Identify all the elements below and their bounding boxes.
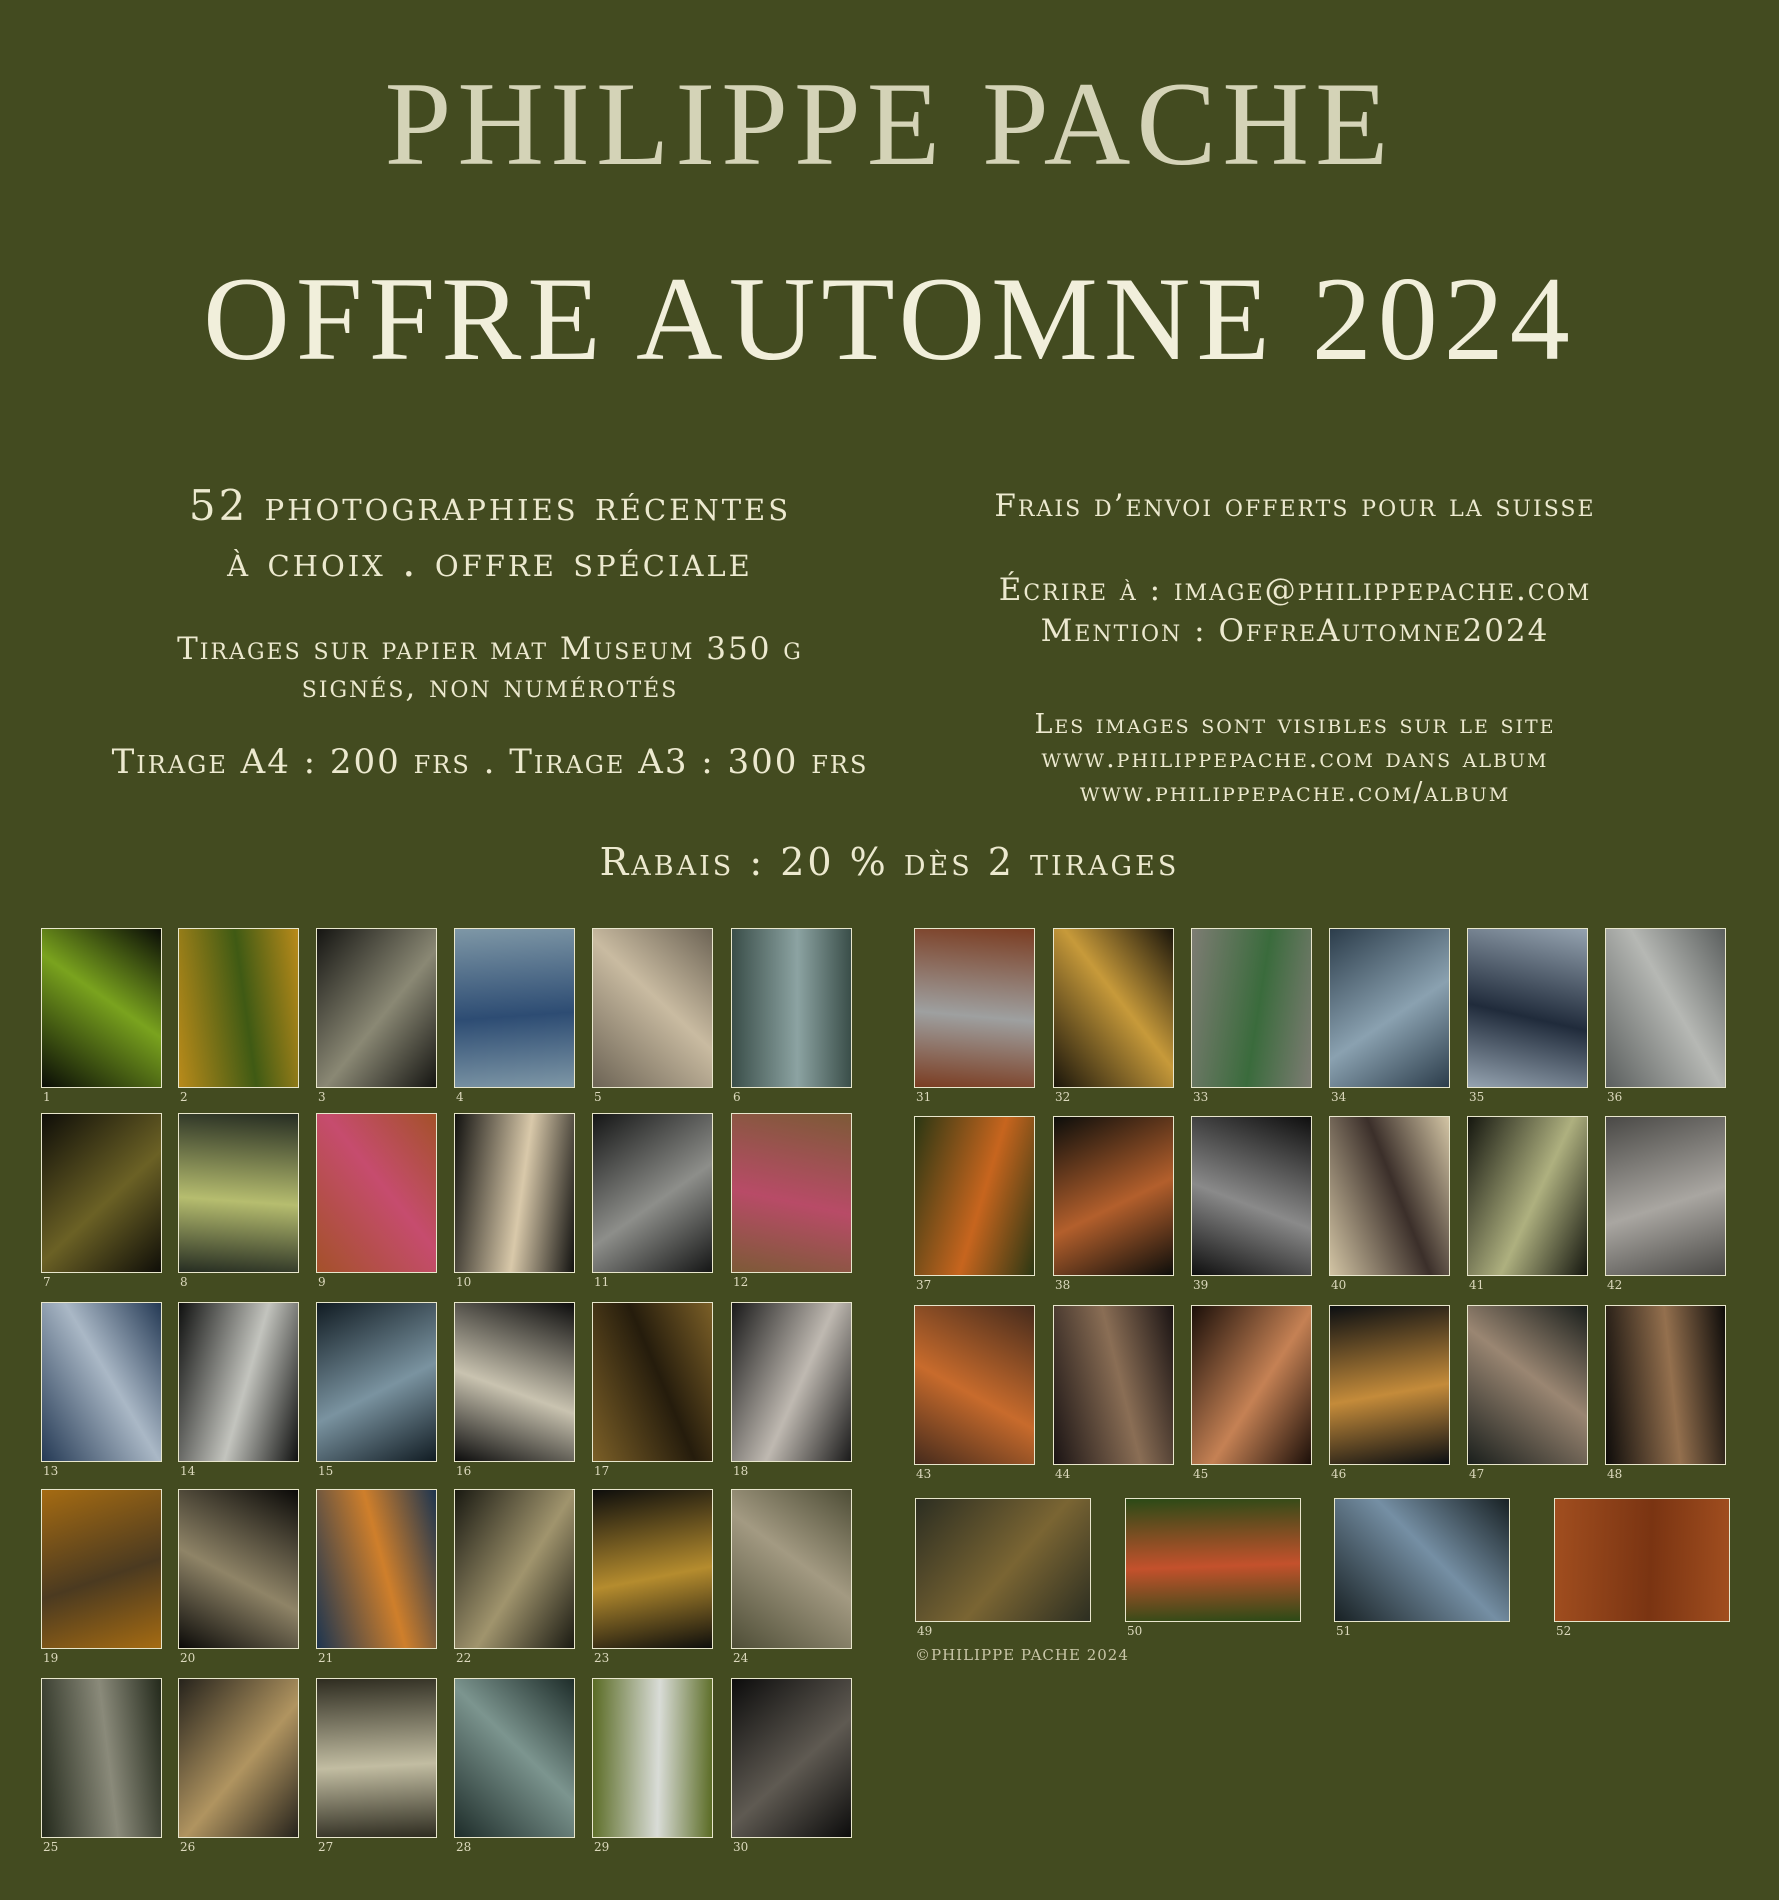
site-info [900,708,1690,810]
photo-thumbnail-14[interactable] [178,1302,299,1462]
photo-number-35: 35 [1469,1090,1485,1104]
photo-number-30: 30 [733,1840,749,1854]
photo-number-42: 42 [1607,1278,1623,1292]
photo-number-8: 8 [180,1275,188,1289]
photo-thumbnail-4[interactable] [454,928,575,1088]
photo-thumbnail-7[interactable] [41,1113,162,1273]
photo-thumbnail-16[interactable] [454,1302,575,1462]
photo-thumbnail-2[interactable] [178,928,299,1088]
photo-thumbnail-29[interactable] [592,1678,713,1838]
photo-number-1: 1 [43,1090,51,1104]
photo-thumbnail-39[interactable] [1191,1116,1312,1276]
photo-number-29: 29 [594,1840,610,1854]
photo-thumbnail-47[interactable] [1467,1305,1588,1465]
photo-thumbnail-40[interactable] [1329,1116,1450,1276]
photo-thumbnail-5[interactable] [592,928,713,1088]
photo-number-24: 24 [733,1651,749,1665]
photo-number-45: 45 [1193,1467,1209,1481]
paper-info-line1: Tirages sur papier mat Museum 350 g [177,631,803,667]
photo-thumbnail-11[interactable] [592,1113,713,1273]
photo-number-26: 26 [180,1840,196,1854]
site-line3[interactable]: www.philippepache.com/album [1079,777,1511,808]
photo-number-3: 3 [318,1090,326,1104]
photo-thumbnail-52[interactable] [1554,1498,1730,1622]
photo-number-12: 12 [733,1275,749,1289]
photo-number-6: 6 [733,1090,741,1104]
photo-number-31: 31 [916,1090,932,1104]
photo-number-32: 32 [1055,1090,1071,1104]
photo-thumbnail-27[interactable] [316,1678,437,1838]
contact-info [900,570,1690,652]
photo-number-52: 52 [1556,1624,1572,1638]
discount-text: Rabais : 20 % dès 2 tirages [599,840,1180,884]
photo-number-20: 20 [180,1651,196,1665]
photo-number-23: 23 [594,1651,610,1665]
photo-thumbnail-34[interactable] [1329,928,1450,1088]
photo-number-5: 5 [594,1090,602,1104]
photo-number-47: 47 [1469,1467,1485,1481]
photo-thumbnail-23[interactable] [592,1489,713,1649]
photo-number-43: 43 [916,1467,932,1481]
photo-thumbnail-20[interactable] [178,1489,299,1649]
photo-thumbnail-38[interactable] [1053,1116,1174,1276]
photo-thumbnail-46[interactable] [1329,1305,1450,1465]
photo-thumbnail-17[interactable] [592,1302,713,1462]
photo-thumbnail-12[interactable] [731,1113,852,1273]
photo-thumbnail-30[interactable] [731,1678,852,1838]
photo-number-48: 48 [1607,1467,1623,1481]
photo-thumbnail-24[interactable] [731,1489,852,1649]
photo-number-27: 27 [318,1840,334,1854]
photo-thumbnail-37[interactable] [914,1116,1035,1276]
offer-headline-line1: 52 photographies récentes [188,481,792,530]
photo-number-49: 49 [917,1624,933,1638]
site-line1: Les images sont visibles sur le site [1034,709,1556,740]
photo-thumbnail-49[interactable] [915,1498,1091,1622]
photo-number-46: 46 [1331,1467,1347,1481]
photo-thumbnail-35[interactable] [1467,928,1588,1088]
photo-number-41: 41 [1469,1278,1485,1292]
photo-number-34: 34 [1331,1090,1347,1104]
photo-thumbnail-10[interactable] [454,1113,575,1273]
photo-thumbnail-31[interactable] [914,928,1035,1088]
photo-thumbnail-48[interactable] [1605,1305,1726,1465]
mention-line: Mention : OffreAutomne2024 [1040,613,1550,649]
photo-thumbnail-9[interactable] [316,1113,437,1273]
photo-number-10: 10 [456,1275,472,1289]
photo-number-19: 19 [43,1651,59,1665]
photo-thumbnail-44[interactable] [1053,1305,1174,1465]
photo-number-33: 33 [1193,1090,1209,1104]
photo-thumbnail-50[interactable] [1125,1498,1301,1622]
email-line[interactable]: Écrire à : image@philippepache.com [998,572,1592,608]
photo-number-36: 36 [1607,1090,1623,1104]
photo-number-44: 44 [1055,1467,1071,1481]
photo-thumbnail-45[interactable] [1191,1305,1312,1465]
photo-thumbnail-41[interactable] [1467,1116,1588,1276]
photo-thumbnail-18[interactable] [731,1302,852,1462]
paper-info [100,630,880,706]
photo-number-17: 17 [594,1464,610,1478]
photo-thumbnail-26[interactable] [178,1678,299,1838]
photo-number-11: 11 [594,1275,610,1289]
photo-thumbnail-15[interactable] [316,1302,437,1462]
offer-title: OFFRE AUTOMNE 2024 [203,252,1576,385]
photo-number-51: 51 [1336,1624,1352,1638]
shipping-info: Frais d’envoi offerts pour la suisse [994,488,1596,524]
photo-number-4: 4 [456,1090,464,1104]
photo-thumbnail-25[interactable] [41,1678,162,1838]
photo-thumbnail-3[interactable] [316,928,437,1088]
photo-thumbnail-43[interactable] [914,1305,1035,1465]
photo-number-15: 15 [318,1464,334,1478]
photo-thumbnail-32[interactable] [1053,928,1174,1088]
photo-thumbnail-13[interactable] [41,1302,162,1462]
photo-number-28: 28 [456,1840,472,1854]
photo-thumbnail-21[interactable] [316,1489,437,1649]
photo-number-16: 16 [456,1464,472,1478]
copyright-text: ©PHILIPPE PACHE 2024 [915,1646,1129,1664]
photo-number-37: 37 [916,1278,932,1292]
offer-headline [100,478,880,590]
photo-thumbnail-8[interactable] [178,1113,299,1273]
photo-number-22: 22 [456,1651,472,1665]
photo-number-13: 13 [43,1464,59,1478]
photo-number-9: 9 [318,1275,326,1289]
photo-number-21: 21 [318,1651,334,1665]
photo-thumbnail-19[interactable] [41,1489,162,1649]
photo-thumbnail-51[interactable] [1334,1498,1510,1622]
artist-name: PHILIPPE PACHE [384,57,1395,190]
photo-number-50: 50 [1127,1624,1143,1638]
photo-number-39: 39 [1193,1278,1209,1292]
photo-thumbnail-36[interactable] [1605,928,1726,1088]
offer-headline-line2: à choix . offre spéciale [227,537,753,586]
photo-number-14: 14 [180,1464,196,1478]
photo-number-18: 18 [733,1464,749,1478]
photo-thumbnail-22[interactable] [454,1489,575,1649]
photo-thumbnail-28[interactable] [454,1678,575,1838]
photo-number-40: 40 [1331,1278,1347,1292]
site-line2[interactable]: www.philippepache.com dans album [1041,743,1549,774]
photo-thumbnail-42[interactable] [1605,1116,1726,1276]
photo-number-7: 7 [43,1275,51,1289]
paper-info-line2: signés, non numérotés [301,669,679,705]
photo-number-25: 25 [43,1840,59,1854]
photo-number-38: 38 [1055,1278,1071,1292]
photo-thumbnail-6[interactable] [731,928,852,1088]
photo-number-2: 2 [180,1090,188,1104]
price-info: Tirage A4 : 200 frs . Tirage A3 : 300 frs [111,742,869,782]
photo-thumbnail-33[interactable] [1191,928,1312,1088]
photo-thumbnail-1[interactable] [41,928,162,1088]
